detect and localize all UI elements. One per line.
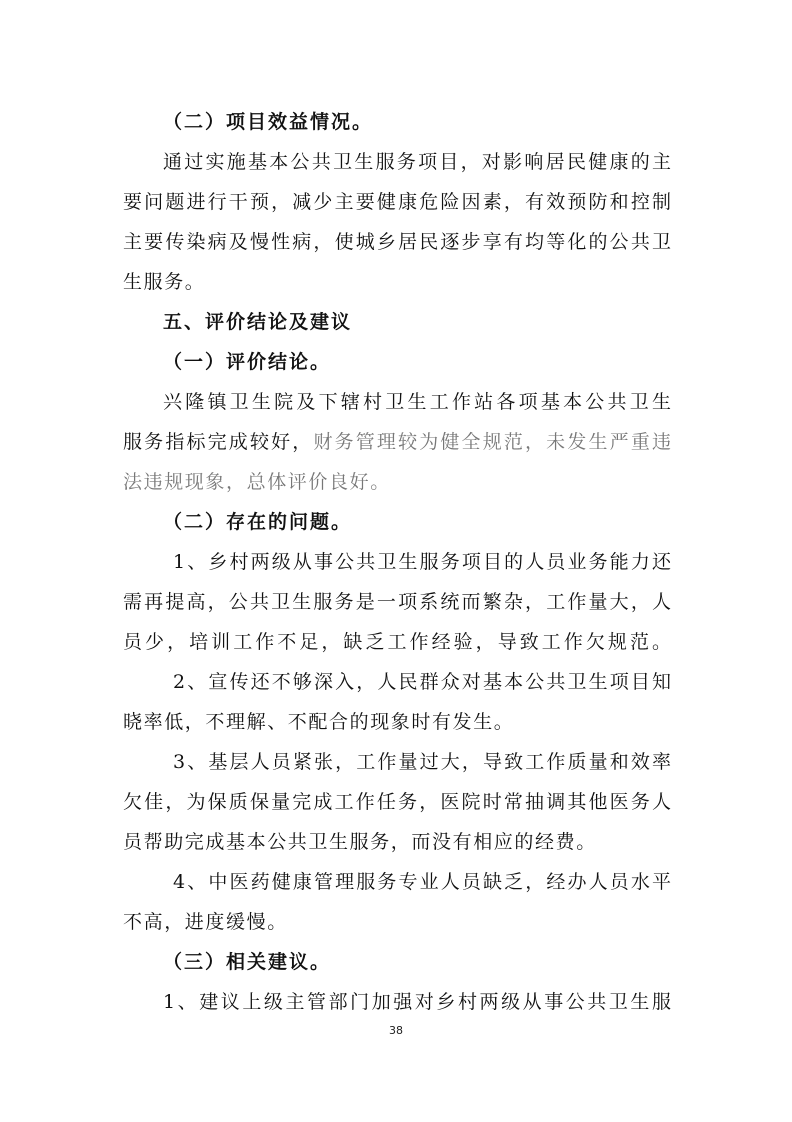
problems-heading: （二）存在的问题。 [163,511,353,533]
problem-2-line-2: 晓率低，不理解、不配合的现象时有发生。 [123,711,515,733]
benefit-line-1: 通过实施基本公共卫生服务项目，对影响居民健康的主 [163,151,671,173]
problem-1-line-3: 员少，培训工作不足，缺乏工作经验，导致工作欠规范。 [123,631,671,653]
suggestion-1-line-1: 1、建议上级主管部门加强对乡村两级从事公共卫生服 [163,991,671,1013]
problem-3-line-3: 员帮助完成基本公共卫生服务，而没有相应的经费。 [123,831,597,853]
benefit-line-2: 要问题进行干预，减少主要健康危险因素，有效预防和控制 [123,191,671,213]
benefit-line-3: 主要传染病及慢性病，使城乡居民逐步享有均等化的公共卫 [123,231,671,253]
conclusion-heading: （一）评价结论。 [163,351,332,373]
problem-1-line-2: 需再提高，公共卫生服务是一项系统而繁杂，工作量大，人 [123,591,671,613]
conclusion-main-heading: 五、评价结论及建议 [163,311,353,333]
suggestions-heading: （三）相关建议。 [163,951,332,973]
conclusion-line-2 [123,428,671,456]
problem-3-line-2: 欠佳，为保质保量完成工作任务，医院时常抽调其他医务人 [123,791,671,813]
conclusion-line-2-part-b: 财务管理较为健全规范，未发生严重违 [313,431,671,453]
conclusion-line-1: 兴隆镇卫生院及下辖村卫生工作站各项基本公共卫生 [163,391,671,413]
conclusion-line-2-part-a: 服务指标完成较好， [123,431,314,453]
problem-1-line-1: 1、乡村两级从事公共卫生服务项目的人员业务能力还 [173,551,671,573]
problem-4-line-1: 4、中医药健康管理服务专业人员缺乏，经办人员水平 [173,871,671,893]
benefit-heading: （二）项目效益情况。 [163,111,374,133]
problem-2-line-1: 2、宣传还不够深入，人民群众对基本公共卫生项目知 [173,671,671,693]
page-number: 38 [389,1024,403,1037]
conclusion-line-3: 法违规现象，总体评价良好。 [123,471,391,493]
benefit-line-4: 生服务。 [123,271,206,293]
problem-3-line-1: 3、基层人员紧张，工作量过大，导致工作质量和效率 [173,751,671,773]
problem-4-line-2: 不高，进度缓慢。 [123,911,288,933]
